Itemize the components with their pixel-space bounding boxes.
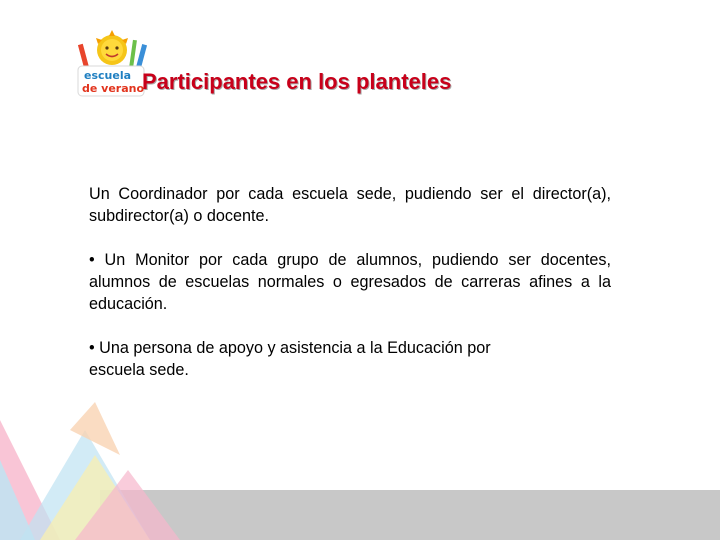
content-body	[89, 183, 611, 403]
escuela-de-verano-logo	[76, 30, 152, 102]
logo-line1: escuela	[84, 69, 132, 82]
footer-bar	[100, 490, 720, 540]
paragraph-apoyo: • Una persona de apoyo y asistencia a la Educación por escuela sede.	[89, 339, 491, 379]
page-title: Participantes en los planteles	[142, 69, 452, 94]
sun-icon	[96, 30, 128, 65]
logo-line2: de verano	[82, 82, 145, 95]
paragraph-monitor: • Un Monitor por cada grupo de alumnos, pudiendo ser docentes, alumnos de escuelas normales o egresados de carreras afines a la educación.	[89, 251, 611, 313]
paragraph-coordinador: Un Coordinador por cada escuela sede, pudiendo ser el director(a), subdirector(a) o docente.	[89, 185, 611, 225]
